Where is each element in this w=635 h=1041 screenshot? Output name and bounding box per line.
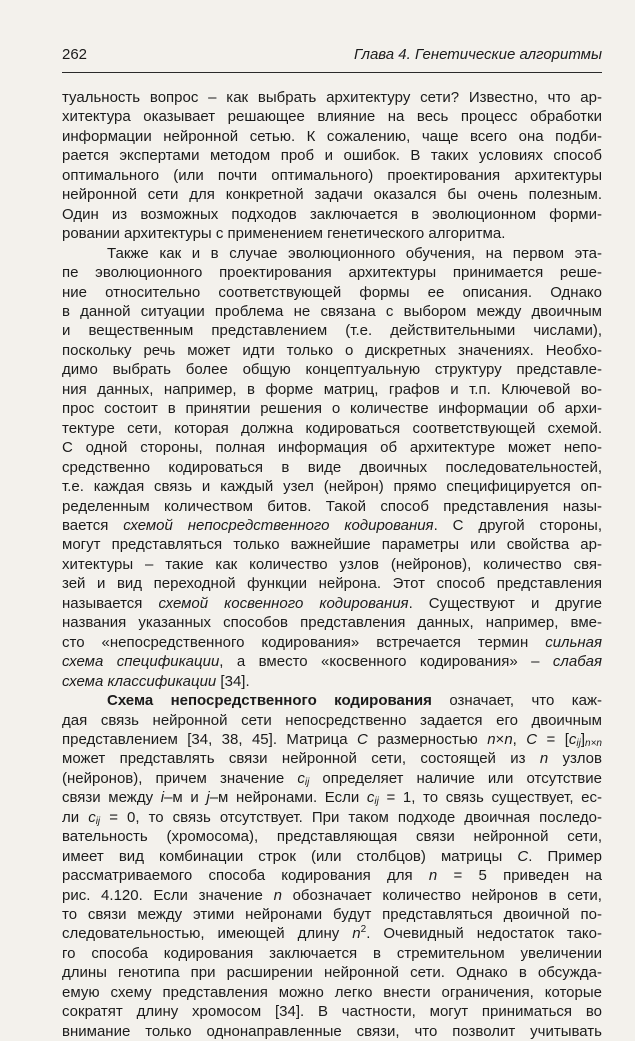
text-line: и вещественным представлением (т.е. действительными числами), bbox=[62, 322, 602, 340]
text-line: емую схему представления можно легко внести ограничения, которые bbox=[62, 983, 602, 1001]
text-line: ределенным количеством битов. Такой способ представления назы- bbox=[62, 497, 602, 515]
text-line: пе эволюционного проектирования архитектуры принимается реше- bbox=[62, 264, 602, 282]
text-line: (нейронов), причем значение $c_{ij}$ определяет наличие или отсутствие bbox=[62, 769, 602, 788]
header-rule bbox=[62, 72, 602, 73]
text-line: следовательностью, имеющей длину $n^2$. Очевидный недостаток тако- bbox=[62, 924, 602, 943]
text-line: имеет вид комбинации строк (или столбцов) матрицы C. Пример bbox=[62, 847, 602, 865]
term-indirect-encoding: схемой косвенного кодирования bbox=[158, 594, 409, 612]
text-line: го способа кодирования заключается в стремительном увеличении bbox=[62, 944, 602, 962]
text-line: димо выбрать более общую концептуальную структуру представле- bbox=[62, 361, 602, 379]
text-line: вается схемой непосредственного кодирования. С другой стороны, bbox=[62, 516, 602, 534]
text-line: рис. 4.120. Если значение n обозначает количество нейронов в сети, bbox=[62, 886, 602, 904]
paragraph-2 bbox=[62, 244, 602, 691]
body-text bbox=[62, 88, 602, 1041]
text-line: ровании архитектуры с применением генетического алгоритма. bbox=[62, 225, 506, 243]
text-line: то связи между этими нейронами будут представляться двоичной по- bbox=[62, 906, 602, 924]
text-line: зей и вид переходной функции нейрона. Этот способ представления bbox=[62, 575, 602, 593]
text-line: внимание только однонаправленные связи, что позволит учитывать bbox=[62, 1022, 602, 1040]
text-line: поскольку речь может идти только о дискретных значениях. Необхо- bbox=[62, 341, 602, 359]
text-line: длины генотипа при расширении нейронной сети. Однако в обсужда- bbox=[62, 964, 602, 982]
text-line: прос состоит в принятии решения о количестве информации об архи- bbox=[62, 400, 602, 418]
text-line: могут представляться только важнейшие параметры или свойства ар- bbox=[62, 536, 602, 554]
text-line: сто «непосредственного кодирования» встречается термин сильная bbox=[62, 633, 602, 651]
paragraph-3 bbox=[62, 691, 602, 1041]
text-line: нейронной сети для конкретной задачи оказался бы очень полезным. bbox=[62, 186, 602, 204]
paragraph-1 bbox=[62, 88, 602, 244]
text-line: оптимального (или почти оптимального) проектирования архитектуры bbox=[62, 166, 602, 184]
text-line: сократят длину хромосом [34]. В частности, могут приниматься во bbox=[62, 1003, 602, 1021]
text-line: схема спецификации, а вместо «косвенного кодирования» – слабая bbox=[62, 653, 603, 671]
text-line: вательность (хромосома), представляющая связи нейронной сети, bbox=[62, 828, 602, 846]
text-line: тектуре сети, которая должна кодироваться соответствующей схемой. bbox=[62, 419, 602, 437]
text-line: рассматриваемого способа кодирования для n = 5 приведен на bbox=[62, 867, 603, 885]
text-line: дая связь нейронной сети непосредственно задается его двоичным bbox=[62, 711, 602, 729]
text-line: т.е. каждая связь и каждый узел (нейрон) прямо специфицируется оп- bbox=[62, 478, 602, 496]
text-line: рается экспертами методом проб и ошибок. В таких условиях способ bbox=[62, 147, 602, 165]
text-line: связи между i–м и j–м нейронами. Если $c_{ij} = 1$, то связь существует, ес- bbox=[62, 789, 602, 808]
text-line: Также как и в случае эволюционного обучения, на первом эта- bbox=[107, 244, 602, 262]
text-line: ния данных, например, в форме матриц, графов и т.п. Ключевой во- bbox=[62, 380, 602, 398]
text-line: в данной ситуации проблема не связана с выбором между двоичным bbox=[62, 302, 602, 320]
text-line: туальность вопрос – как выбрать архитектуру сети? Известно, что ар- bbox=[62, 89, 602, 106]
text-line: хитектуры – такие как количество узлов (нейронов), количество свя- bbox=[62, 555, 602, 573]
text-line: называется схемой косвенного кодирования. Существуют и другие bbox=[62, 594, 602, 612]
text-line: схема классификации [34]. bbox=[62, 672, 250, 690]
page-header bbox=[62, 46, 602, 68]
text-line: С одной стороны, полная информация об архитектуре может непо- bbox=[62, 439, 602, 457]
text-line: ли $c_{ij} = 0$, то связь отсутствует. При таком подходе двоичная последо- bbox=[62, 808, 602, 827]
text-line: может представлять связи нейронной сети, состоящей из n узлов bbox=[62, 750, 602, 768]
text-line: информации нейронной сетью. К сожалению, чаще всего она подби- bbox=[62, 127, 602, 145]
text-line: средственно кодироваться в виде двоичных последовательностей, bbox=[62, 458, 602, 476]
text-line: ние относительно соответствующей формы ее описания. Однако bbox=[62, 283, 602, 301]
page-number: 262 bbox=[62, 46, 88, 63]
heading-direct-encoding: Схема непосредственного кодирования bbox=[107, 692, 432, 710]
text-line: Один из возможных подходов заключается в эволюционном форми- bbox=[62, 205, 602, 223]
text-line: хитектура оказывает решающее влияние на весь процесс обработки bbox=[62, 108, 602, 126]
text-line: названия указанных способов представления данных, например, вме- bbox=[62, 614, 602, 632]
chapter-title: Глава 4. Генетические алгоритмы bbox=[353, 46, 602, 63]
text-line: Схема непосредственного кодирования означает, что каж- bbox=[107, 692, 602, 710]
text-line: представлением [34, 38, 45]. Матрица C размерностью n×n, $C = [c_{ij}]_{n\times n}$ bbox=[62, 730, 602, 749]
term-direct-encoding: схемой непосредственного кодирования bbox=[123, 516, 434, 534]
